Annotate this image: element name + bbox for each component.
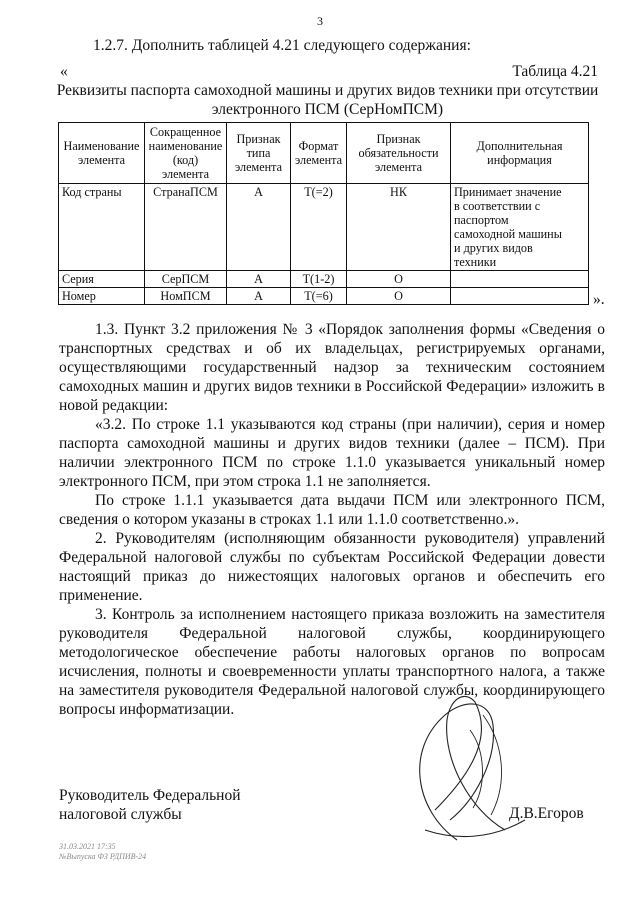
quote-close: ».: [593, 291, 605, 308]
cell-format: T(1-2): [291, 271, 347, 288]
stamp-line-2: №Выпуска ФЗ РДПИВ-24: [59, 852, 147, 861]
table-row: [59, 288, 589, 305]
table-label: Таблица 4.21: [512, 63, 598, 80]
header-type: Признак типа элемента: [227, 123, 291, 184]
cell-required: О: [347, 288, 451, 305]
registration-stamp: [59, 842, 146, 862]
cell-info: [451, 288, 589, 305]
cell-code: НомПСМ: [145, 288, 227, 305]
quote-open: «: [60, 63, 68, 80]
paragraph-2: 2. Руководителям (исполняющим обязанности руководителя) управлений Федеральной налоговой службы по субъектам Российской Федерации довести настоящий приказ до нижестоящих налоговых органов и обеспечить его применение.: [59, 530, 605, 604]
cell-name: Номер: [59, 288, 145, 305]
header-code: Сокращенное наименование (код) элемента: [145, 123, 227, 184]
table-row: [59, 184, 589, 271]
signatory-name: Д.В.Егоров: [509, 805, 584, 822]
header-required: Признак обязательности элемента: [347, 123, 451, 184]
signatory-title: [59, 786, 241, 824]
requisites-table: [58, 122, 589, 305]
signatory-line-2: налоговой службы: [59, 806, 182, 823]
table-title: [50, 81, 605, 119]
paragraph-3-2: «3.2. По строке 1.1 указываются код страны (при наличии), серия и номер паспорта самоходной машины и других видов техники (далее – ПСМ). При наличии электронного ПСМ по строке 1.1.0 указывается уникальный номер электронного ПСМ, при этом строка 1.1 не заполняется.: [59, 416, 605, 490]
cell-required: НК: [347, 184, 451, 271]
cell-format: T(=6): [291, 288, 347, 305]
paragraph-1-1-1: По строке 1.1.1 указывается дата выдачи ПСМ или электронного ПСМ, сведения о котором указаны в строках 1.1 или 1.1.0 соответственно.».: [59, 492, 605, 528]
cell-format: T(=2): [291, 184, 347, 271]
stamp-line-1: 31.03.2021 17:35: [59, 842, 116, 851]
intro-line: 1.2.7. Дополнить таблицей 4.21 следующего содержания:: [93, 37, 471, 54]
header-format: Формат элемента: [291, 123, 347, 184]
table-header-row: [59, 123, 589, 184]
cell-name: Код страны: [59, 184, 145, 271]
cell-info: [451, 271, 589, 288]
cell-type: А: [227, 288, 291, 305]
paragraph-3: 3. Контроль за исполнением настоящего приказа возложить на заместителя руководителя Федеральной налоговой службы, координирующего методологическое обеспечение работы налоговых органов по вопросам исчисления, полноты и своевременности уплаты транспортного налога, а также на заместителя руководителя Федеральной налоговой службы, координирующего вопросы информатизации.: [59, 606, 605, 718]
table-title-line-2: электронного ПСМ (СерНомПСМ): [211, 101, 444, 118]
page-number: 3: [317, 14, 323, 28]
table-title-line-1: Реквизиты паспорта самоходной машины и других видов техники при отсутствии: [56, 82, 599, 99]
cell-code: СерПСМ: [145, 271, 227, 288]
cell-name: Серия: [59, 271, 145, 288]
signatory-line-1: Руководитель Федеральной: [59, 787, 241, 804]
cell-code: СтранаПСМ: [145, 184, 227, 271]
cell-type: А: [227, 184, 291, 271]
cell-info: Принимает значение в соответствии с паспортом самоходной машины и других видов техники: [451, 184, 589, 271]
cell-required: О: [347, 271, 451, 288]
table-row: [59, 271, 589, 288]
paragraph-1-3: 1.3. Пункт 3.2 приложения № 3 «Порядок заполнения формы «Сведения о транспортных средствах и об их владельцах, регистрируемых органами, осуществляющими государственный надзор за техническим состоянием самоходных машин и других видов техники в Российской Федерации» изложить в новой редакции:: [59, 321, 605, 414]
body-text: [59, 320, 605, 719]
header-name: Наименование элемента: [59, 123, 145, 184]
header-info: Дополнительная информация: [451, 123, 589, 184]
handwritten-signature: [395, 690, 565, 850]
cell-type: А: [227, 271, 291, 288]
